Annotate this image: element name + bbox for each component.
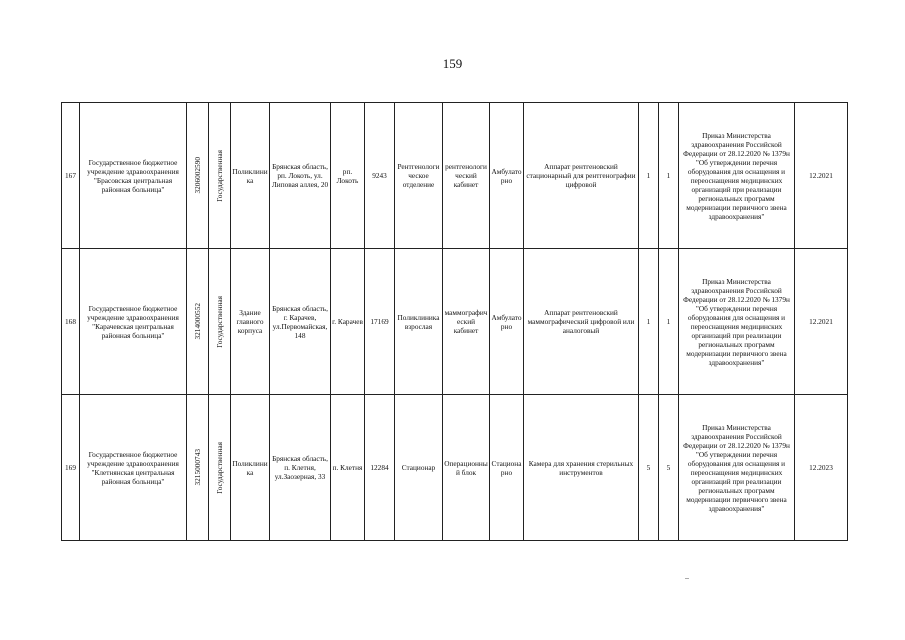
delivery-date: 12.2023 bbox=[795, 395, 848, 541]
inn-code: 3214000552 bbox=[193, 303, 202, 340]
care-type: Амбулаторно bbox=[490, 103, 524, 249]
ownership-form: Государственная bbox=[215, 295, 224, 348]
ownership-form: Государственная bbox=[215, 149, 224, 202]
table-row bbox=[62, 395, 848, 541]
table-row bbox=[62, 103, 848, 249]
address: Брянская область, п. Клетня, ул.Заозерная, 33 bbox=[270, 395, 331, 541]
organization-name: Государственное бюджетное учреждение здравоохранения "Карачевская центральная районная больница" bbox=[80, 249, 187, 395]
row-number: 167 bbox=[62, 103, 80, 249]
inn-code: 3206002590 bbox=[193, 157, 202, 194]
quantity-1: 1 bbox=[639, 249, 659, 395]
equipment-table bbox=[61, 102, 848, 541]
page-number: 159 bbox=[442, 56, 463, 71]
department: Стационар bbox=[395, 395, 443, 541]
legal-basis: Приказ Министерства здравоохранения Российской Федерации от 28.12.2020 № 1379н "Об утверждении перечня оборудования для оснащения и переоснащения медицинских организаций при реализации региональных программ модернизации первичного звена здравоохранения" bbox=[679, 395, 795, 541]
quantity-1: 1 bbox=[639, 103, 659, 249]
quantity-2: 1 bbox=[659, 103, 679, 249]
inn-code: 3215000743 bbox=[193, 449, 202, 486]
building-name: Поликлиника bbox=[231, 103, 270, 249]
ownership-cell bbox=[209, 395, 231, 541]
ownership-form: Государственная bbox=[215, 441, 224, 494]
settlement: п. Клетня bbox=[331, 395, 365, 541]
room: Операционный блок bbox=[443, 395, 490, 541]
equipment-name: Камера для хранения стерильных инструментов bbox=[524, 395, 639, 541]
population: 12284 bbox=[365, 395, 395, 541]
row-number: 169 bbox=[62, 395, 80, 541]
equipment-name: Аппарат рентгеновский маммографический цифровой или аналоговый bbox=[524, 249, 639, 395]
organization-name: Государственное бюджетное учреждение здравоохранения "Клетнянская центральная районная больница" bbox=[80, 395, 187, 541]
building-name: Поликлиника bbox=[231, 395, 270, 541]
row-number: 168 bbox=[62, 249, 80, 395]
settlement: г. Карачев bbox=[331, 249, 365, 395]
care-type: Стационарно bbox=[490, 395, 524, 541]
building-name: Здание главного корпуса bbox=[231, 249, 270, 395]
department: Рентгенологическое отделение bbox=[395, 103, 443, 249]
settlement: рп. Локоть bbox=[331, 103, 365, 249]
ownership-cell bbox=[209, 249, 231, 395]
quantity-2: 1 bbox=[659, 249, 679, 395]
delivery-date: 12.2021 bbox=[795, 103, 848, 249]
quantity-1: 5 bbox=[639, 395, 659, 541]
equipment-name: Аппарат рентгеновский стационарный для рентгенографии цифровой bbox=[524, 103, 639, 249]
population: 17169 bbox=[365, 249, 395, 395]
legal-basis: Приказ Министерства здравоохранения Российской Федерации от 28.12.2020 № 1379н "Об утверждении перечня оборудования для оснащения и переоснащения медицинских организаций при реализации региональных программ модернизации первичного звена здравоохранения" bbox=[679, 249, 795, 395]
delivery-date: 12.2021 bbox=[795, 249, 848, 395]
care-type: Амбулаторно bbox=[490, 249, 524, 395]
table-row bbox=[62, 249, 848, 395]
address: Брянская область, г. Карачев, ул.Первомайская, 148 bbox=[270, 249, 331, 395]
quantity-2: 5 bbox=[659, 395, 679, 541]
inn-cell bbox=[187, 103, 209, 249]
legal-basis: Приказ Министерства здравоохранения Российской Федерации от 28.12.2020 № 1379н "Об утверждении перечня оборудования для оснащения и переоснащения медицинских организаций при реализации региональных программ модернизации первичного звена здравоохранения" bbox=[679, 103, 795, 249]
room: маммографический кабинет bbox=[443, 249, 490, 395]
inn-cell bbox=[187, 249, 209, 395]
ownership-cell bbox=[209, 103, 231, 249]
room: рентгенологический кабинет bbox=[443, 103, 490, 249]
address: Брянская область, рп. Локоть, ул. Липовая аллея, 20 bbox=[270, 103, 331, 249]
department: Поликлиника взрослая bbox=[395, 249, 443, 395]
population: 9243 bbox=[365, 103, 395, 249]
scan-mark bbox=[685, 578, 689, 579]
inn-cell bbox=[187, 395, 209, 541]
organization-name: Государственное бюджетное учреждение здравоохранения "Брасовская центральная районная больница" bbox=[80, 103, 187, 249]
